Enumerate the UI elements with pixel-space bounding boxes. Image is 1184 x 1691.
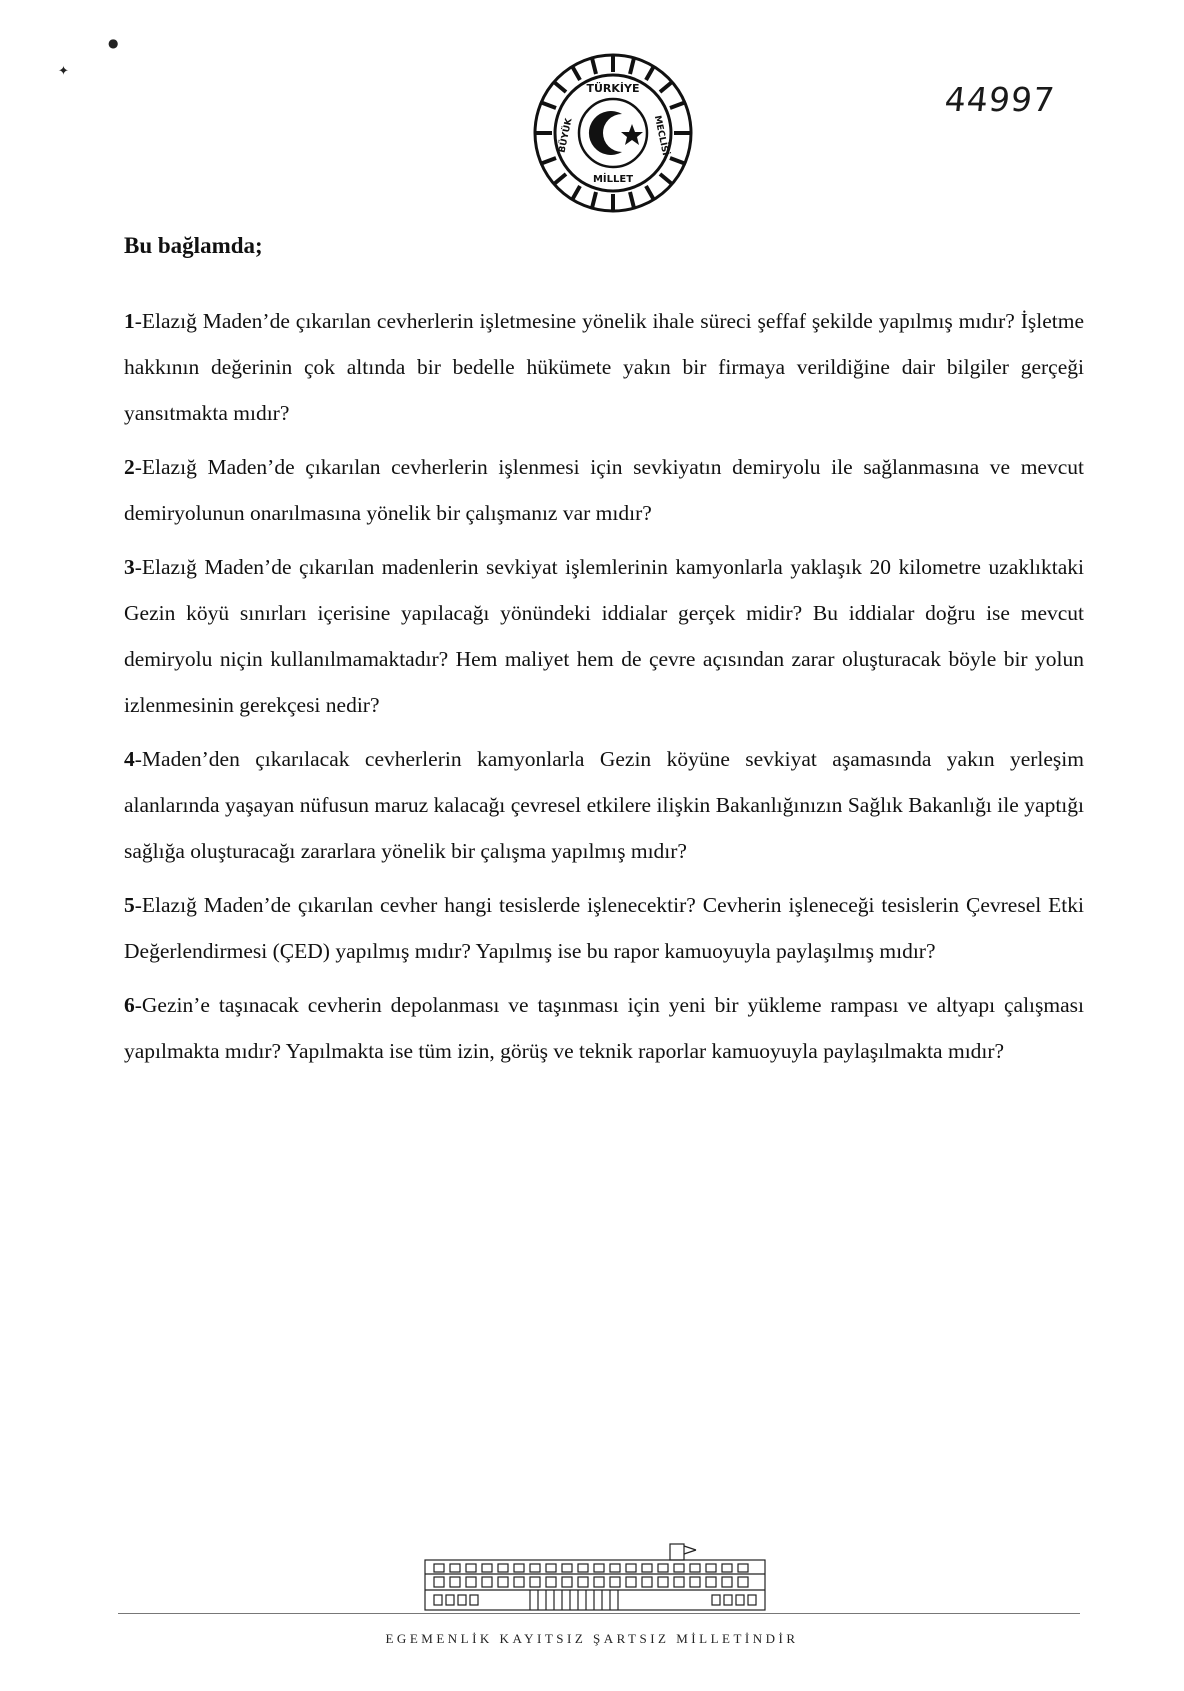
scan-speck: ✦	[58, 64, 69, 79]
question-number: 6	[124, 993, 135, 1017]
question-number: 1	[124, 309, 135, 333]
question-text: -Gezin’e taşınacak cevherin depolanması ve taşınması için yeni bir yükleme rampası ve altyapı çalışması yapılmakta mıdır? Yapılmakta ise tüm izin, görüş ve teknik raporlar kamuoyuyla paylaşılmakta mıdır?	[124, 993, 1084, 1063]
question-text: -Elazığ Maden’de çıkarılan cevherlerin işletmesine yönelik ihale süreci şeffaf şekilde yapılmış mıdır? İşletme hakkının değerinin çok altında bir bedelle hükümete yakın bir firmaya verildiğine dair bilgiler gerçeği yansıtmakta mıdır?	[124, 309, 1084, 425]
question-number: 5	[124, 893, 135, 917]
question-number: 2	[124, 455, 135, 479]
question-text: -Elazığ Maden’de çıkarılan madenlerin sevkiyat işlemlerinin kamyonlarla yaklaşık 20 kilometre uzaklıktaki Gezin köyü sınırları içerisine yapılacağı yönündeki iddialar gerçek midir? Bu iddialar doğru ise mevcut demiryolu niçin kullanılmamaktadır? Hem maliyet hem de çevre açısından zarar oluşturacak böyle bir yolun izlenmesinin gerekçesi nedir?	[124, 555, 1084, 717]
footer-divider	[118, 1613, 1080, 1614]
question-6	[124, 982, 1084, 1074]
question-5	[124, 882, 1084, 974]
footer-motto: EGEMENLİK KAYITSIZ ŞARTSIZ MİLLETİNDİR	[385, 1631, 799, 1646]
question-list	[124, 298, 1084, 1082]
svg-text:TÜRKİYE: TÜRKİYE	[586, 82, 640, 95]
question-text: -Elazığ Maden’de çıkarılan cevherlerin işlenmesi için sevkiyatın demiryolu ile sağlanmasına ve mevcut demiryolunun onarılmasına yönelik bir çalışmanız var mıdır?	[124, 455, 1084, 525]
handwritten-document-number: 44997	[942, 80, 1058, 119]
tbmm-seal-icon	[532, 52, 694, 214]
question-4	[124, 736, 1084, 874]
question-number: 4	[124, 747, 135, 771]
parliament-building-icon	[420, 1540, 770, 1614]
question-text: -Maden’den çıkarılacak cevherlerin kamyonlarla Gezin köyüne sevkiyat aşamasında yakın yerleşim alanlarında yaşayan nüfusun maruz kalacağı çevresel etkilere ilişkin Bakanlığınızın Sağlık Bakanlığı ile yaptığı sağlığa oluşturacağı zararlara yönelik bir çalışma yapılmış mıdır?	[124, 747, 1084, 863]
svg-text:BÜYÜK: BÜYÜK	[557, 117, 575, 154]
question-number: 3	[124, 555, 135, 579]
question-text: -Elazığ Maden’de çıkarılan cevher hangi tesislerde işlenecektir? Cevherin işleneceği tesislerin Çevresel Etki Değerlendirmesi (ÇED) yapılmış mıdır? Yapılmış ise bu rapor kamuoyuyla paylaşılmış mıdır?	[124, 893, 1084, 963]
svg-text:MECLİSİ: MECLİSİ	[651, 114, 671, 157]
question-1	[124, 298, 1084, 436]
section-heading: Bu bağlamda;	[124, 233, 263, 258]
scan-speck: ●	[108, 36, 119, 50]
question-3	[124, 544, 1084, 728]
question-2	[124, 444, 1084, 536]
svg-text:MİLLET: MİLLET	[592, 174, 634, 185]
